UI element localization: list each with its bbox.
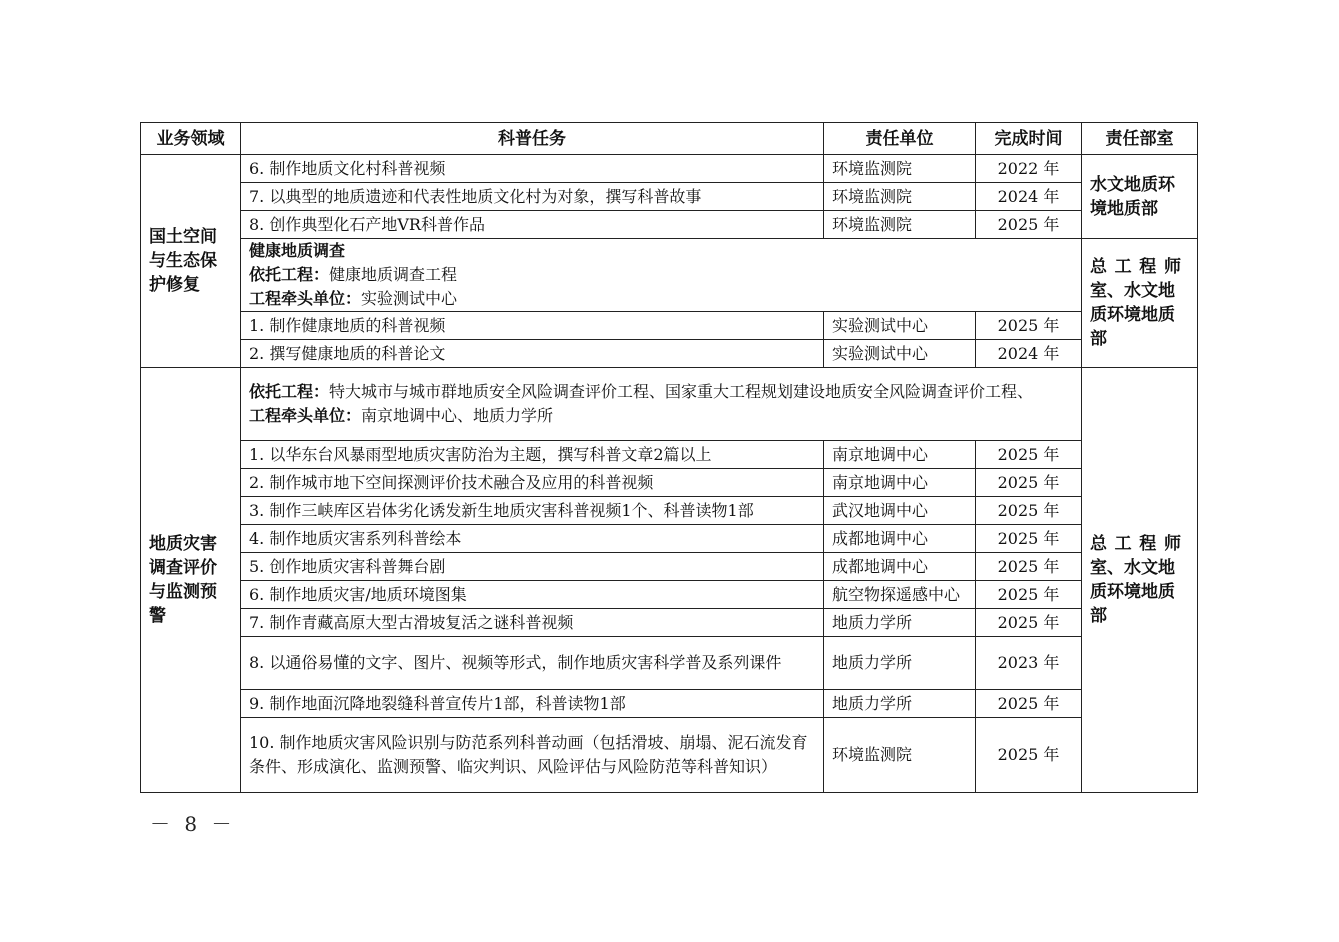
unit-cell: 实验测试中心	[824, 340, 976, 368]
dept-line-1: 总工程师	[1090, 257, 1189, 277]
table-row	[141, 441, 1198, 469]
task-cell: 5. 创作地质灾害科普舞台剧	[241, 553, 824, 581]
lead-value: 南京地调中心、地质力学所	[361, 406, 554, 425]
task-cell: 2. 撰写健康地质的科普论文	[241, 340, 824, 368]
table-row	[141, 690, 1198, 718]
lead-line	[249, 404, 1073, 428]
dept-line-2: 室、水文地质环境地质部	[1090, 558, 1175, 626]
unit-cell: 地质力学所	[824, 690, 976, 718]
project-label: 依托工程：	[249, 382, 330, 401]
table-row	[141, 340, 1198, 368]
unit-cell: 环境监测院	[824, 155, 976, 183]
unit-cell: 成都地调中心	[824, 525, 976, 553]
lead-label: 工程牵头单位：	[249, 289, 362, 308]
unit-cell: 南京地调中心	[824, 441, 976, 469]
time-cell: 2025 年	[976, 469, 1082, 497]
table-row	[141, 553, 1198, 581]
lead-value: 实验测试中心	[361, 289, 458, 308]
group-title: 健康地质调查	[249, 241, 346, 260]
dept-line-1: 总工程师	[1090, 534, 1189, 554]
unit-cell: 实验测试中心	[824, 312, 976, 340]
table-row	[141, 312, 1198, 340]
table-row	[141, 581, 1198, 609]
time-cell: 2025 年	[976, 718, 1082, 793]
header-task: 科普任务	[241, 123, 824, 155]
time-cell: 2024 年	[976, 340, 1082, 368]
area-cell: 地质灾害调查评价与监测预警	[141, 368, 241, 793]
header-area: 业务领域	[141, 123, 241, 155]
task-cell: 10. 制作地质灾害风险识别与防范系列科普动画（包括滑坡、崩塌、泥石流发育条件、形成演化、监测预警、临灾判识、风险评估与风险防范等科普知识）	[241, 718, 824, 793]
table-header-row	[141, 123, 1198, 155]
area-cell: 国土空间与生态保护修复	[141, 155, 241, 368]
task-cell: 9. 制作地面沉降地裂缝科普宣传片1部，科普读物1部	[241, 690, 824, 718]
time-cell: 2025 年	[976, 441, 1082, 469]
unit-cell: 环境监测院	[824, 183, 976, 211]
table-row	[141, 211, 1198, 239]
task-cell: 1. 制作健康地质的科普视频	[241, 312, 824, 340]
time-cell: 2022 年	[976, 155, 1082, 183]
lead-line	[249, 287, 1073, 311]
dept-line-2: 室、水文地质环境地质部	[1090, 281, 1175, 349]
time-cell: 2025 年	[976, 553, 1082, 581]
table-row	[141, 718, 1198, 793]
unit-cell: 环境监测院	[824, 718, 976, 793]
task-cell: 7. 以典型的地质遗迹和代表性地质文化村为对象，撰写科普故事	[241, 183, 824, 211]
time-cell: 2024 年	[976, 183, 1082, 211]
header-time: 完成时间	[976, 123, 1082, 155]
dept-cell	[1082, 239, 1198, 368]
dept-cell	[1082, 368, 1198, 793]
time-cell: 2025 年	[976, 525, 1082, 553]
unit-cell: 地质力学所	[824, 609, 976, 637]
group-info-cell	[241, 368, 1082, 441]
time-cell: 2025 年	[976, 609, 1082, 637]
task-cell: 4. 制作地质灾害系列科普绘本	[241, 525, 824, 553]
page-number: － 8 －	[150, 812, 236, 836]
lead-label: 工程牵头单位：	[249, 406, 362, 425]
group-header-row	[141, 368, 1198, 441]
time-cell: 2025 年	[976, 211, 1082, 239]
table-row	[141, 469, 1198, 497]
science-task-table	[140, 122, 1198, 793]
time-cell: 2025 年	[976, 312, 1082, 340]
task-cell: 3. 制作三峡库区岩体劣化诱发新生地质灾害科普视频1个、科普读物1部	[241, 497, 824, 525]
table-row	[141, 637, 1198, 690]
task-cell: 7. 制作青藏高原大型古滑坡复活之谜科普视频	[241, 609, 824, 637]
unit-cell: 武汉地调中心	[824, 497, 976, 525]
task-cell: 1. 以华东台风暴雨型地质灾害防治为主题，撰写科普文章2篇以上	[241, 441, 824, 469]
header-unit: 责任单位	[824, 123, 976, 155]
time-cell: 2025 年	[976, 581, 1082, 609]
dept-cell: 水文地质环境地质部	[1082, 155, 1198, 239]
table-row	[141, 497, 1198, 525]
unit-cell: 成都地调中心	[824, 553, 976, 581]
header-dept: 责任部室	[1082, 123, 1198, 155]
task-cell: 6. 制作地质文化村科普视频	[241, 155, 824, 183]
task-cell: 6. 制作地质灾害/地质环境图集	[241, 581, 824, 609]
unit-cell: 南京地调中心	[824, 469, 976, 497]
task-cell: 8. 以通俗易懂的文字、图片、视频等形式，制作地质灾害科学普及系列课件	[241, 637, 824, 690]
unit-cell: 环境监测院	[824, 211, 976, 239]
task-cell: 2. 制作城市地下空间探测评价技术融合及应用的科普视频	[241, 469, 824, 497]
time-cell: 2023 年	[976, 637, 1082, 690]
unit-cell: 航空物探遥感中心	[824, 581, 976, 609]
time-cell: 2025 年	[976, 497, 1082, 525]
project-label: 依托工程：	[249, 265, 330, 284]
project-value: 特大城市与城市群地质安全风险调查评价工程、国家重大工程规划建设地质安全风险调查评价工程、	[329, 382, 1034, 401]
table-row	[141, 155, 1198, 183]
task-cell: 8. 创作典型化石产地VR科普作品	[241, 211, 824, 239]
group-header-row	[141, 239, 1198, 312]
project-value: 健康地质调查工程	[329, 265, 458, 284]
group-info-cell	[241, 239, 1082, 312]
table-row	[141, 525, 1198, 553]
unit-cell: 地质力学所	[824, 637, 976, 690]
table-row	[141, 609, 1198, 637]
project-line	[249, 380, 1073, 404]
table-row	[141, 183, 1198, 211]
time-cell: 2025 年	[976, 690, 1082, 718]
project-line	[249, 263, 1073, 287]
